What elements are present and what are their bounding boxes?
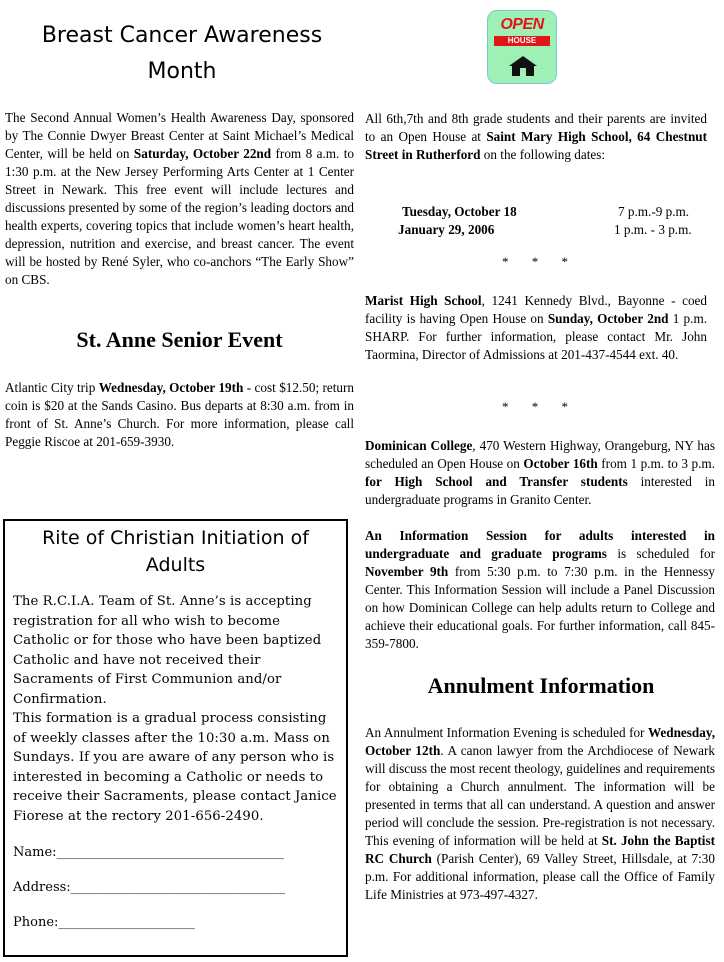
text-run: from 5:30 p.m. to 7:30 p.m. in the Hennessy Center. This Information Session will include a Panel Discussion on how Dominican College can help adults return to College and achieve their educational goals. For further information, call 845-359-7800. — [365, 564, 715, 651]
text-run: An Annulment Information Evening is scheduled for — [365, 725, 648, 740]
bold-text-run: Saint Mary High School, 64 Chestnut Street in Rutherford — [365, 129, 708, 162]
text-run: - cost $12.50; return coin is $20 at the Sands Casino. Bus departs at 8:30 a.m. from in front of St. Anne’s Church. For more information, please call Peggie Riscoe at 201-659-3930. — [5, 380, 355, 449]
rcia-paragraph-2: This formation is a gradual process consisting of weekly classes after the 10:30 a.m. Mass on Sundays. If you are aware of any person who is interested in becoming a Catholic or needs to receive their Sacraments, please contact Janice Fiorese at the rectory 201-656-2490. — [13, 711, 337, 824]
bold-text-run: St. John the Baptist RC Church — [365, 833, 715, 866]
text-run: , 1241 Kennedy Blvd., Bayonne - coed facility is having Open House on — [365, 293, 707, 326]
date-cell: Tuesday, October 18 — [402, 204, 517, 219]
text-run: All 6th,7th and 8th grade students and their parents are invited to an Open House at — [365, 111, 707, 144]
text-run: from 1 p.m. to 3 p.m. — [597, 456, 715, 471]
separator-stars: * * * — [502, 399, 578, 414]
marist-paragraph — [365, 292, 707, 364]
logo-house-banner — [494, 36, 550, 46]
bold-text-run: An Information Session for adults interested in undergraduate and graduate programs — [365, 528, 715, 561]
rcia-title: Rite of Christian Initiation of Adults — [42, 527, 309, 576]
date-row — [380, 221, 710, 239]
text-run: The Second Annual Women’s Health Awareness Day, sponsored by The Connie Dwyer Breast Center at Saint Michael’s Medical Center, will be held on — [5, 110, 354, 161]
senior-event-heading: St. Anne Senior Event — [76, 327, 283, 352]
name-field[interactable]: Name:___________________________________ — [13, 845, 285, 860]
date-row — [380, 203, 710, 221]
text-run: 1 p.m. SHARP. For further information, please contact Mr. John Taormina, Director of Admissions at 201-437-4544 ext. 40. — [365, 311, 707, 362]
bold-text-run: Wednesday, October 19th — [98, 380, 244, 395]
rcia-paragraph-1: The R.C.I.A. Team of St. Anne’s is accepting registration for all who wish to become Catholic or for those who have been baptized Catholic and have not received their Sacraments of First Communion and/or Confirmation. — [13, 594, 322, 707]
text-run: from 8 a.m. to 1:30 p.m. at the New Jersey Performing Arts Center at 1 Center Street in Newark. This free event will include lectures and discussions presented by some of the region’s leading doctors and health experts, covering topics that include women’s heart health, depression, nutrition and exercise, and breast cancer. The event will be hosted by René Syler, who co-anchors “The Early Show” on CBS. — [5, 146, 354, 287]
open-house-dates — [380, 203, 710, 239]
title-line-2: Month — [147, 59, 217, 84]
logo-house-text: HOUSE — [507, 36, 537, 45]
address-field[interactable]: Address:_________________________________ — [13, 880, 286, 895]
bold-text-run: for High School and Transfer students — [365, 474, 628, 489]
time-cell: 1 p.m. - 3 p.m. — [614, 222, 692, 237]
annulment-heading: Annulment Information — [427, 673, 655, 698]
bold-text-run: Dominican College — [365, 438, 473, 453]
dominican-adults-paragraph — [365, 527, 715, 653]
date-cell: January 29, 2006 — [398, 222, 495, 237]
senior-event-paragraph — [5, 379, 354, 451]
text-run: , 470 Western Highway, Orangeburg, NY has scheduled an Open House on — [365, 438, 715, 471]
title-line-1: Breast Cancer Awareness — [41, 23, 323, 48]
text-run: (Parish Center), 69 Valley Street, Hillsdale, at 7:30 p.m. For additional information, please call the Office of Family Life Ministries at 973-497-4327. — [365, 851, 715, 902]
bold-text-run: Marist High School — [365, 293, 482, 308]
bold-text-run: Sunday, October 2nd — [547, 311, 669, 326]
text-run: interested in undergraduate programs in Granito Center. — [365, 474, 715, 507]
bold-text-run: Wednesday, October 12th — [365, 725, 715, 758]
text-run: is scheduled for — [606, 546, 715, 561]
house-icon — [508, 55, 538, 77]
bold-text-run: Saturday, October 22nd — [133, 146, 272, 161]
bold-text-run: October 16th — [523, 456, 598, 471]
time-cell: 7 p.m.-9 p.m. — [618, 204, 690, 219]
rcia-box — [3, 519, 348, 957]
open-house-intro — [365, 110, 707, 164]
phone-field[interactable]: Phone:_____________________ — [13, 915, 195, 930]
separator-stars: * * * — [502, 254, 578, 269]
text-run: on the following dates: — [480, 147, 606, 162]
breast-cancer-title — [12, 18, 352, 90]
text-run: Atlantic City trip — [5, 380, 99, 395]
annulment-paragraph — [365, 724, 715, 904]
dominican-paragraph — [365, 437, 715, 509]
open-house-logo — [487, 10, 557, 84]
health-day-paragraph — [5, 109, 354, 289]
bold-text-run: November 9th — [365, 564, 449, 579]
text-run: . A canon lawyer from the Archdiocese of Newark will discuss the most recent theology, guidelines and requirements for obtaining a Church annulment. The information will be presented in terms that all can understand. A question and answer period will conclude the session. Pre-registration is not necessary. This evening of information will be held at — [365, 743, 716, 848]
logo-open-text: OPEN — [500, 16, 544, 33]
